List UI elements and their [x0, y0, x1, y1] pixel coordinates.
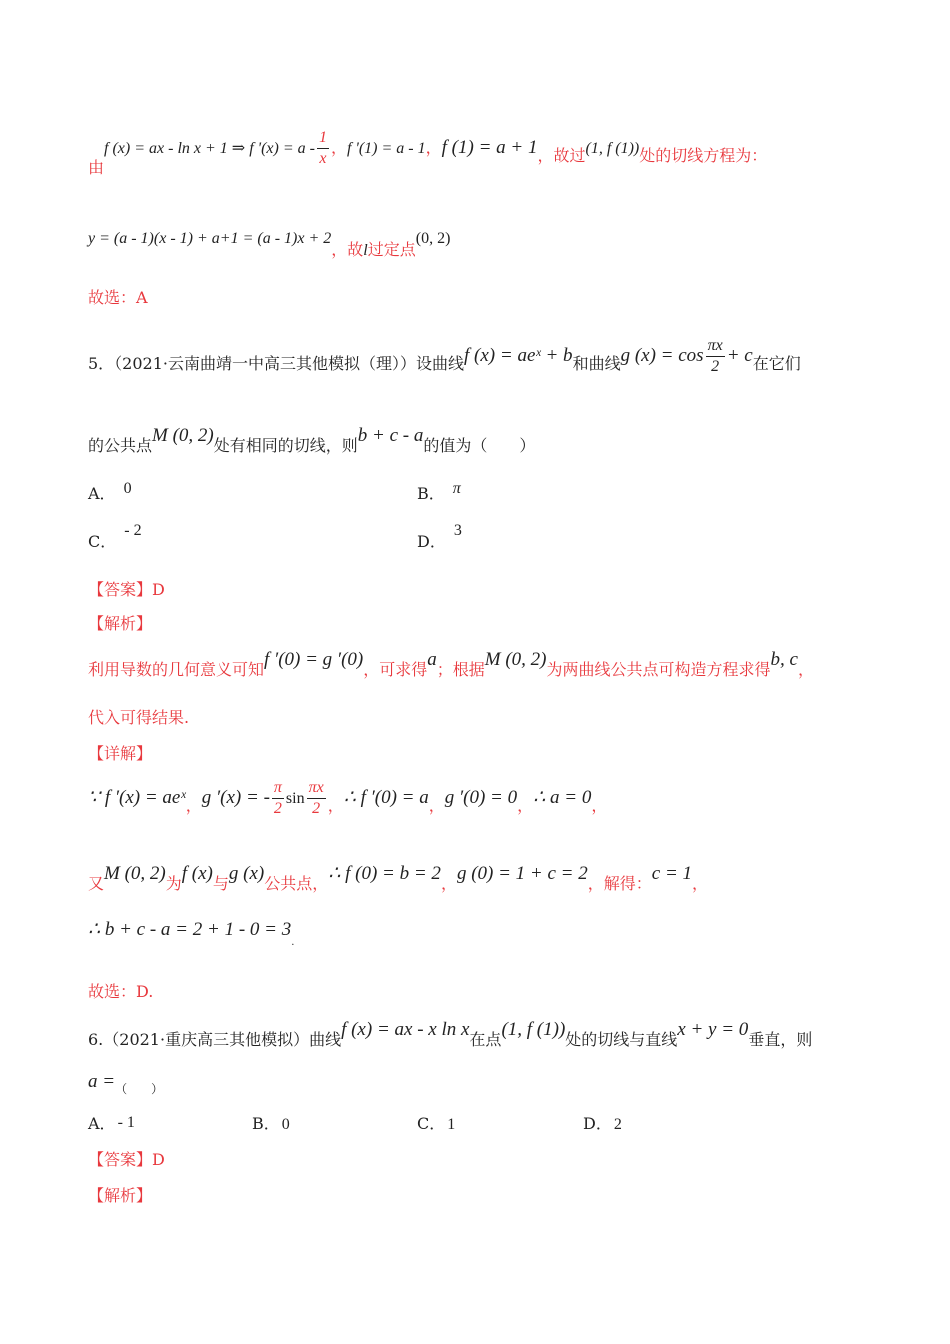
q6-stem-line1 — [88, 1018, 890, 1049]
math-expr: M (0, 2) — [484, 649, 547, 670]
math-expr: g ′(0) = 0 — [444, 787, 518, 808]
option-value: 1 — [447, 1116, 456, 1133]
math-expr: f (x) = aeˣ + b — [464, 345, 573, 366]
option-value: 0 — [281, 1116, 290, 1133]
frac-num: πx — [706, 336, 725, 357]
text: 为两曲线公共点可构造方程求得 — [546, 660, 771, 679]
sec4-line2 — [88, 226, 890, 259]
math-expr: c = 1 — [651, 863, 693, 884]
option-value: 3 — [453, 522, 462, 539]
math-expr: ∴ b + c - a = 2 + 1 - 0 = 3 — [88, 919, 292, 940]
text: 由 — [88, 158, 105, 177]
text: ， — [428, 796, 445, 815]
math-expr: M (0, 2) — [104, 863, 166, 884]
math-fraction — [706, 336, 725, 377]
math-expr: f (x) — [181, 863, 213, 884]
math-expr: x + y = 0 — [677, 1019, 749, 1040]
math-expr: b + c - a — [357, 425, 424, 446]
math-expr: a — [427, 649, 437, 670]
text: （ ） — [115, 1082, 164, 1096]
option-label: A． — [88, 1114, 116, 1133]
q5-analysis-line1 — [88, 648, 890, 679]
text: 的值为（ ） — [423, 436, 536, 455]
text: 为 — [165, 874, 182, 893]
text: 公共点， — [264, 874, 329, 893]
math-expr: y = (a - 1)(x - 1) + a+1 = (a - 1)x + 2 — [88, 230, 332, 247]
frac-num: πx — [307, 778, 326, 799]
text: ， — [327, 796, 344, 815]
math-expr: g (x) = cos — [620, 345, 704, 366]
option-value: - 1 — [117, 1114, 135, 1131]
option-value: - 2 — [124, 522, 142, 539]
text: 6.（2021·重庆高三其他模拟）曲线 — [88, 1030, 342, 1049]
text: ， — [425, 138, 442, 157]
option-value: 2 — [613, 1116, 622, 1133]
text: 处有相同的切线，则 — [213, 436, 358, 455]
option-label: B． — [252, 1114, 280, 1133]
math-expr: ∵ f ′(x) = aeˣ — [88, 787, 186, 808]
q5-detail-line1 — [88, 778, 890, 819]
math-expr: (1, f (1)) — [585, 140, 640, 157]
frac-den: 2 — [312, 800, 321, 817]
text: 过定点 — [367, 240, 416, 259]
math-expr: M (0, 2) — [152, 425, 214, 446]
q5-detail-title: 【详解】 — [88, 744, 153, 763]
frac-den: 2 — [711, 358, 720, 375]
text: ， — [185, 796, 202, 815]
text: ， — [797, 660, 814, 679]
math-expr: f '(1) = a - 1 — [346, 140, 426, 157]
q5-stem-line2 — [88, 424, 890, 455]
option-label: D． — [583, 1114, 612, 1133]
q5-option-d[interactable] — [417, 522, 462, 555]
math-expr: f (x) = ax - x ln x — [341, 1019, 470, 1040]
math-expr: g ′(x) = - — [201, 787, 270, 808]
option-label: C． — [417, 1114, 446, 1133]
frac-num: 1 — [317, 128, 329, 149]
text: ， — [591, 796, 608, 815]
q5-choose: 故选：D. — [88, 982, 154, 1001]
q5-detail-line3 — [88, 918, 890, 948]
option-label: A． — [88, 484, 116, 503]
math-expr: ∴ f ′(0) = a — [343, 787, 429, 808]
q6-analysis-title: 【解析】 — [88, 1186, 153, 1205]
text: ，解得： — [587, 874, 652, 893]
text: 在点 — [469, 1030, 502, 1049]
math-expr: + c — [726, 345, 753, 366]
q5-analysis-line2: 代入可得结果. — [88, 708, 190, 727]
math-expr: b, c — [770, 649, 798, 670]
math-fraction — [272, 778, 284, 819]
text: ，故过 — [537, 146, 586, 165]
q5-analysis-title: 【解析】 — [88, 614, 153, 633]
text: ，故 — [331, 240, 364, 259]
text: 在它们 — [752, 354, 801, 373]
text: 垂直，则 — [748, 1030, 813, 1049]
q6-option-c[interactable] — [417, 1112, 455, 1137]
frac-den: x — [319, 150, 327, 167]
q5-detail-line2 — [88, 862, 890, 893]
math-expr: g (0) = 1 + c = 2 — [456, 863, 588, 884]
text: ， — [692, 874, 709, 893]
math-expr: f (1) = a + 1 — [441, 137, 538, 158]
math-expr: ∴ a = 0 — [533, 787, 592, 808]
text: 又 — [88, 874, 105, 893]
text: ；根据 — [436, 660, 485, 679]
text: 5．（2021·云南曲靖一中高三其他模拟（理））设曲线 — [88, 354, 464, 373]
option-label: B． — [417, 484, 445, 503]
text: 利用导数的几何意义可知 — [88, 660, 265, 679]
math-expr: (1, f (1)) — [501, 1019, 566, 1040]
text: 和曲线 — [572, 354, 621, 373]
option-value: π — [452, 480, 461, 497]
math-expr: sin — [285, 790, 305, 807]
sec4-line1 — [88, 128, 890, 177]
text: ， — [517, 796, 534, 815]
math-expr: a = — [88, 1071, 116, 1092]
q5-option-a[interactable] — [88, 482, 132, 507]
q6-answer: 【答案】D — [88, 1150, 165, 1169]
option-label: D． — [417, 532, 446, 551]
math-expr: l — [363, 242, 368, 259]
text: ， — [440, 874, 457, 893]
q6-option-b[interactable] — [252, 1112, 290, 1137]
math-fraction — [317, 128, 329, 169]
text: 的公共点 — [88, 436, 153, 455]
text: ，可求得 — [363, 660, 428, 679]
math-expr: ∴ f (0) = b = 2 — [328, 863, 441, 884]
math-fraction — [307, 778, 326, 819]
q5-option-b[interactable] — [417, 482, 461, 507]
math-expr: f (x) = ax - ln x + 1 ⇒ f '(x) = a - — [104, 140, 315, 157]
option-label: C． — [88, 532, 117, 551]
frac-num: π — [272, 778, 284, 799]
text: 处的切线与直线 — [565, 1030, 678, 1049]
q6-option-d[interactable] — [583, 1112, 622, 1137]
text: ， — [330, 138, 347, 157]
q6-stem-line2 — [88, 1070, 890, 1095]
frac-den: 2 — [273, 800, 282, 817]
text: . — [291, 937, 295, 948]
math-expr: g (x) — [228, 863, 265, 884]
q5-option-c[interactable] — [88, 522, 142, 555]
sec4-choose: 故选：A — [88, 288, 148, 307]
math-expr: (0, 2) — [415, 230, 451, 247]
q6-option-a[interactable] — [88, 1112, 135, 1137]
text: 处的切线方程为： — [639, 146, 768, 165]
q5-stem-line1 — [88, 336, 890, 377]
math-expr: f ′(0) = g ′(0) — [264, 649, 364, 670]
q5-answer: 【答案】D — [88, 580, 165, 599]
text: 与 — [212, 874, 229, 893]
option-value: 0 — [123, 480, 132, 497]
